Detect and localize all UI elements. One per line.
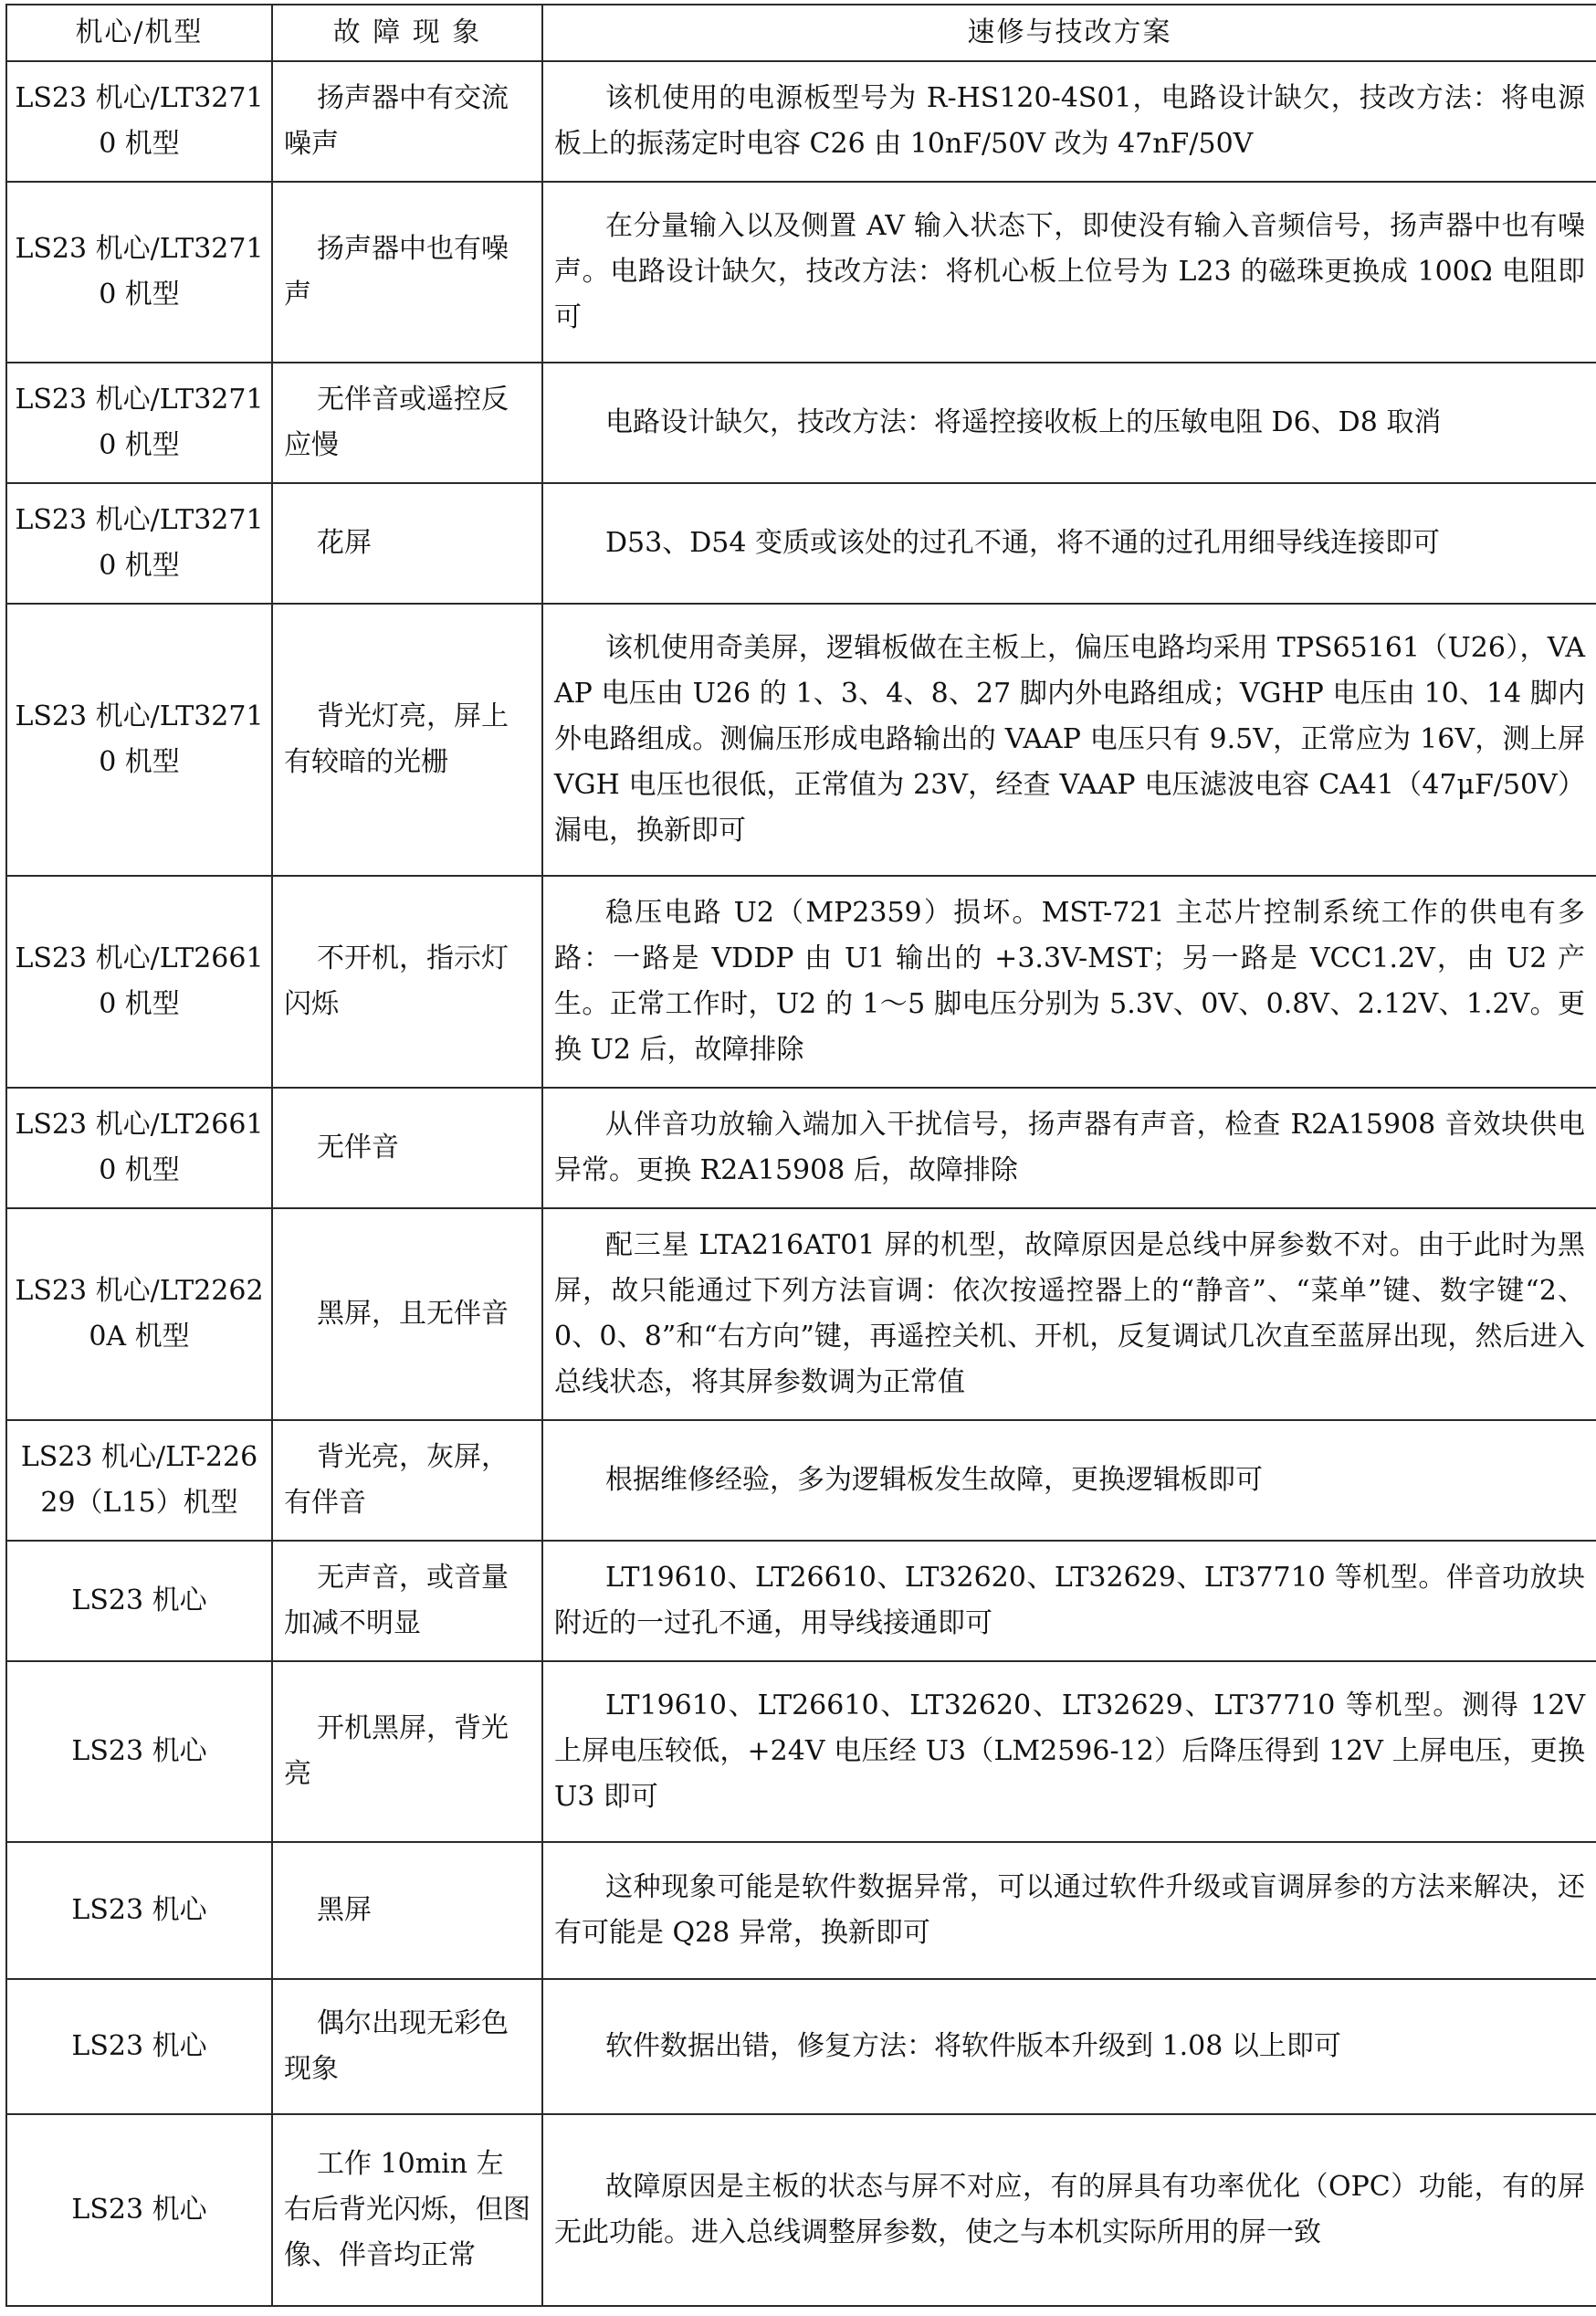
solution-cell: 在分量输入以及侧置 AV 输入状态下，即使没有输入音频信号，扬声器中也有噪声。电路设计缺欠，技改方法：将机心板上位号为 L23 的磁珠更换成 100Ω 电阻即可	[542, 182, 1596, 363]
model-cell: LS23 机心/LT32710 机型	[6, 363, 272, 483]
table-row	[6, 1420, 1596, 1541]
solution-cell: D53、D54 变质或该处的过孔不通，将不通的过孔用细导线连接即可	[542, 483, 1596, 604]
model-cell: LS23 机心/LT26610 机型	[6, 1088, 272, 1208]
repair-table	[5, 4, 1596, 2307]
model-cell: LS23 机心	[6, 1541, 272, 1661]
solution-cell: 软件数据出错，修复方法：将软件版本升级到 1.08 以上即可	[542, 1979, 1596, 2114]
symptom-cell: 扬声器中有交流噪声	[272, 61, 542, 182]
symptom-cell: 花屏	[272, 483, 542, 604]
table-row	[6, 182, 1596, 363]
model-cell: LS23 机心/LT32710 机型	[6, 61, 272, 182]
solution-cell: 电路设计缺欠，技改方法：将遥控接收板上的压敏电阻 D6、D8 取消	[542, 363, 1596, 483]
header-symptom: 故 障 现 象	[272, 5, 542, 61]
model-cell: LS23 机心/LT32710 机型	[6, 182, 272, 363]
table-row	[6, 1088, 1596, 1208]
symptom-cell: 偶尔出现无彩色现象	[272, 1979, 542, 2114]
symptom-cell: 无伴音	[272, 1088, 542, 1208]
table-row	[6, 876, 1596, 1088]
table-row	[6, 2114, 1596, 2306]
header-model: 机心/机型	[6, 5, 272, 61]
table-row	[6, 1661, 1596, 1842]
solution-cell: 根据维修经验，多为逻辑板发生故障，更换逻辑板即可	[542, 1420, 1596, 1541]
symptom-cell: 黑屏	[272, 1842, 542, 1979]
solution-cell: 该机使用的电源板型号为 R-HS120-4S01，电路设计缺欠，技改方法：将电源板上的振荡定时电容 C26 由 10nF/50V 改为 47nF/50V	[542, 61, 1596, 182]
model-cell: LS23 机心	[6, 1842, 272, 1979]
table-row	[6, 1541, 1596, 1661]
model-cell: LS23 机心/LT32710 机型	[6, 604, 272, 876]
solution-cell: 稳压电路 U2（MP2359）损坏。MST-721 主芯片控制系统工作的供电有多路：一路是 VDDP 由 U1 输出的 +3.3V-MST；另一路是 VCC1.2V，由 U2 产生。正常工作时，U2 的 1～5 脚电压分别为 5.3V、0V、0.8V、2.12V、1.2V。更换 U2 后，故障排除	[542, 876, 1596, 1088]
table-row	[6, 363, 1596, 483]
symptom-cell: 工作 10min 左右后背光闪烁，但图像、伴音均正常	[272, 2114, 542, 2306]
solution-cell: LT19610、LT26610、LT32620、LT32629、LT37710 等机型。测得 12V 上屏电压较低，+24V 电压经 U3（LM2596-12）后降压得到 12V 上屏电压，更换 U3 即可	[542, 1661, 1596, 1842]
symptom-cell: 无声音，或音量加减不明显	[272, 1541, 542, 1661]
model-cell: LS23 机心/LT26610 机型	[6, 876, 272, 1088]
solution-cell: 故障原因是主板的状态与屏不对应，有的屏具有功率优化（OPC）功能，有的屏无此功能。进入总线调整屏参数，使之与本机实际所用的屏一致	[542, 2114, 1596, 2306]
table-row	[6, 1842, 1596, 1979]
solution-cell: 配三星 LTA216AT01 屏的机型，故障原因是总线中屏参数不对。由于此时为黑屏，故只能通过下列方法盲调：依次按遥控器上的“静音”、“菜单”键、数字键“2、0、0、8”和“右方向”键，再遥控关机、开机，反复调试几次直至蓝屏出现，然后进入总线状态，将其屏参数调为正常值	[542, 1208, 1596, 1420]
symptom-cell: 背光亮，灰屏，有伴音	[272, 1420, 542, 1541]
table-row	[6, 1979, 1596, 2114]
table-row	[6, 483, 1596, 604]
symptom-cell: 无伴音或遥控反应慢	[272, 363, 542, 483]
model-cell: LS23 机心	[6, 1979, 272, 2114]
model-cell: LS23 机心	[6, 1661, 272, 1842]
header-solution: 速修与技改方案	[542, 5, 1596, 61]
symptom-cell: 背光灯亮，屏上有较暗的光栅	[272, 604, 542, 876]
header-row	[6, 5, 1596, 61]
table-row	[6, 61, 1596, 182]
symptom-cell: 黑屏，且无伴音	[272, 1208, 542, 1420]
symptom-cell: 扬声器中也有噪声	[272, 182, 542, 363]
model-cell: LS23 机心/LT32710 机型	[6, 483, 272, 604]
solution-cell: 从伴音功放输入端加入干扰信号，扬声器有声音，检查 R2A15908 音效块供电异常。更换 R2A15908 后，故障排除	[542, 1088, 1596, 1208]
model-cell: LS23 机心	[6, 2114, 272, 2306]
solution-cell: LT19610、LT26610、LT32620、LT32629、LT37710 等机型。伴音功放块附近的一过孔不通，用导线接通即可	[542, 1541, 1596, 1661]
model-cell: LS23 机心/LT-22629（L15）机型	[6, 1420, 272, 1541]
symptom-cell: 开机黑屏，背光亮	[272, 1661, 542, 1842]
solution-cell: 这种现象可能是软件数据异常，可以通过软件升级或盲调屏参的方法来解决，还有可能是 Q28 异常，换新即可	[542, 1842, 1596, 1979]
symptom-cell: 不开机，指示灯闪烁	[272, 876, 542, 1088]
table-row	[6, 604, 1596, 876]
model-cell: LS23 机心/LT22620A 机型	[6, 1208, 272, 1420]
table-row	[6, 1208, 1596, 1420]
solution-cell: 该机使用奇美屏，逻辑板做在主板上，偏压电路均采用 TPS65161（U26），VAAP 电压由 U26 的 1、3、4、8、27 脚内外电路组成；VGHP 电压由 10、14 脚内外电路组成。测偏压形成电路输出的 VAAP 电压只有 9.5V，正常应为 16V，测上屏 VGH 电压也很低，正常值为 23V，经查 VAAP 电压滤波电容 CA41（47μF/50V）漏电，换新即可	[542, 604, 1596, 876]
